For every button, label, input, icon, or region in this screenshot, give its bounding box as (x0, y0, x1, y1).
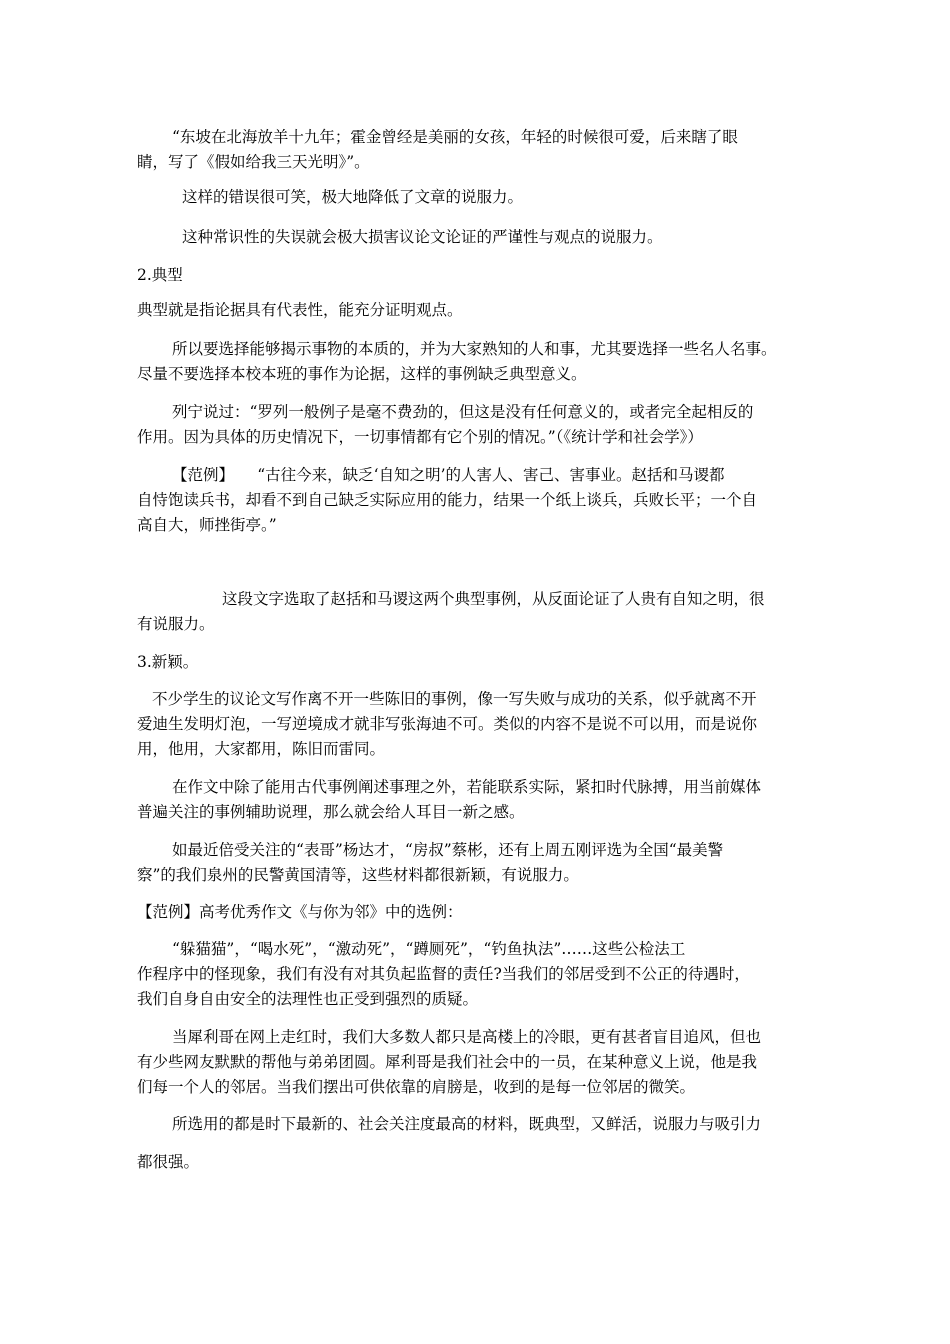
text-line: 有少些网友默默的帮他与弟弟团圆。犀利哥是我们社会中的一员，在某种意义上说，他是我 (137, 1053, 758, 1071)
text-line: 察”的我们泉州的民警黄国清等，这些材料都很新颖，有说服力。 (137, 866, 579, 884)
text-line: “躲猫猫”，“喝水死”，“激动死”，“蹲厕死”，“钓鱼执法”……这些公检法工 (172, 940, 686, 958)
text-line: 如最近倍受关注的“表哥”杨达才，“房叔”蔡彬，还有上周五刚评选为全国“最美警 (172, 841, 724, 859)
text-line: 都很强。 (137, 1153, 200, 1171)
text-line: 自恃饱读兵书，却看不到自己缺乏实际应用的能力，结果一个纸上谈兵，兵败长平；一个自 (137, 491, 758, 509)
text-line: “东坡在北海放羊十九年；霍金曾经是美丽的女孩，年轻的时候很可爱，后来瞎了眼 (172, 128, 738, 146)
text-line: 所以要选择能够揭示事物的本质的，并为大家熟知的人和事，尤其要选择一些名人名事。 (172, 340, 777, 358)
text-line: 我们自身自由安全的法理性也正受到强烈的质疑。 (137, 990, 479, 1008)
text-line: 【范例】 “古往今来，缺乏‘自知之明’的人害人、害己、害事业。赵括和马谡都 (172, 466, 725, 484)
text-line: 睛，写了《假如给我三天光明》”。 (137, 153, 370, 171)
text-line: 这段文字选取了赵括和马谡这两个典型事例，从反面论证了人贵有自知之明，很 (222, 590, 765, 608)
text-line: 这种常识性的失误就会极大损害议论文论证的严谨性与观点的说服力。 (182, 228, 663, 246)
text-line: 这样的错误很可笑，极大地降低了文章的说服力。 (182, 188, 524, 206)
section-title: 3.新颖。 (137, 653, 199, 671)
text-line: 【范例】高考优秀作文《与你为邻》中的选例： (137, 903, 463, 921)
text-line: 爱迪生发明灯泡，一写逆境成才就非写张海迪不可。类似的内容不是说不可以用，而是说你 (137, 715, 758, 733)
text-line: 用，他用，大家都用，陈旧而雷同。 (137, 740, 386, 758)
text-line: 列宁说过：“罗列一般例子是毫不费劲的，但这是没有任何意义的，或者完全起相反的 (172, 403, 754, 421)
text-line: 作用。因为具体的历史情况下，一切事情都有它个别的情况。”（《统计学和社会学》） (137, 428, 703, 446)
text-line: 高自大，师挫街亭。” (137, 516, 277, 534)
text-line: 不少学生的议论文写作离不开一些陈旧的事例，像一写失败与成功的关系，似乎就离不开 (152, 690, 757, 708)
text-line: 尽量不要选择本校本班的事作为论据，这样的事例缺乏典型意义。 (137, 365, 587, 383)
text-line: 典型就是指论据具有代表性，能充分证明观点。 (137, 301, 463, 319)
text-line: 当犀利哥在网上走红时，我们大多数人都只是高楼上的冷眼，更有甚者盲目追风，但也 (172, 1028, 762, 1046)
text-line: 有说服力。 (137, 615, 215, 633)
text-line: 普遍关注的事例辅助说理，那么就会给人耳目一新之感。 (137, 803, 525, 821)
text-line: 作程序中的怪现象，我们有没有对其负起监督的责任?当我们的邻居受到不公正的待遇时， (137, 965, 750, 983)
text-line: 所选用的都是时下最新的、社会关注度最高的材料，既典型，又鲜活，说服力与吸引力 (172, 1115, 762, 1133)
text-line: 在作文中除了能用古代事例阐述事理之外，若能联系实际，紧扣时代脉搏，用当前媒体 (172, 778, 762, 796)
section-title: 2.典型 (137, 266, 183, 284)
text-line: 们每一个人的邻居。当我们摆出可供依靠的肩膀是，收到的是每一位邻居的微笑。 (137, 1078, 696, 1096)
